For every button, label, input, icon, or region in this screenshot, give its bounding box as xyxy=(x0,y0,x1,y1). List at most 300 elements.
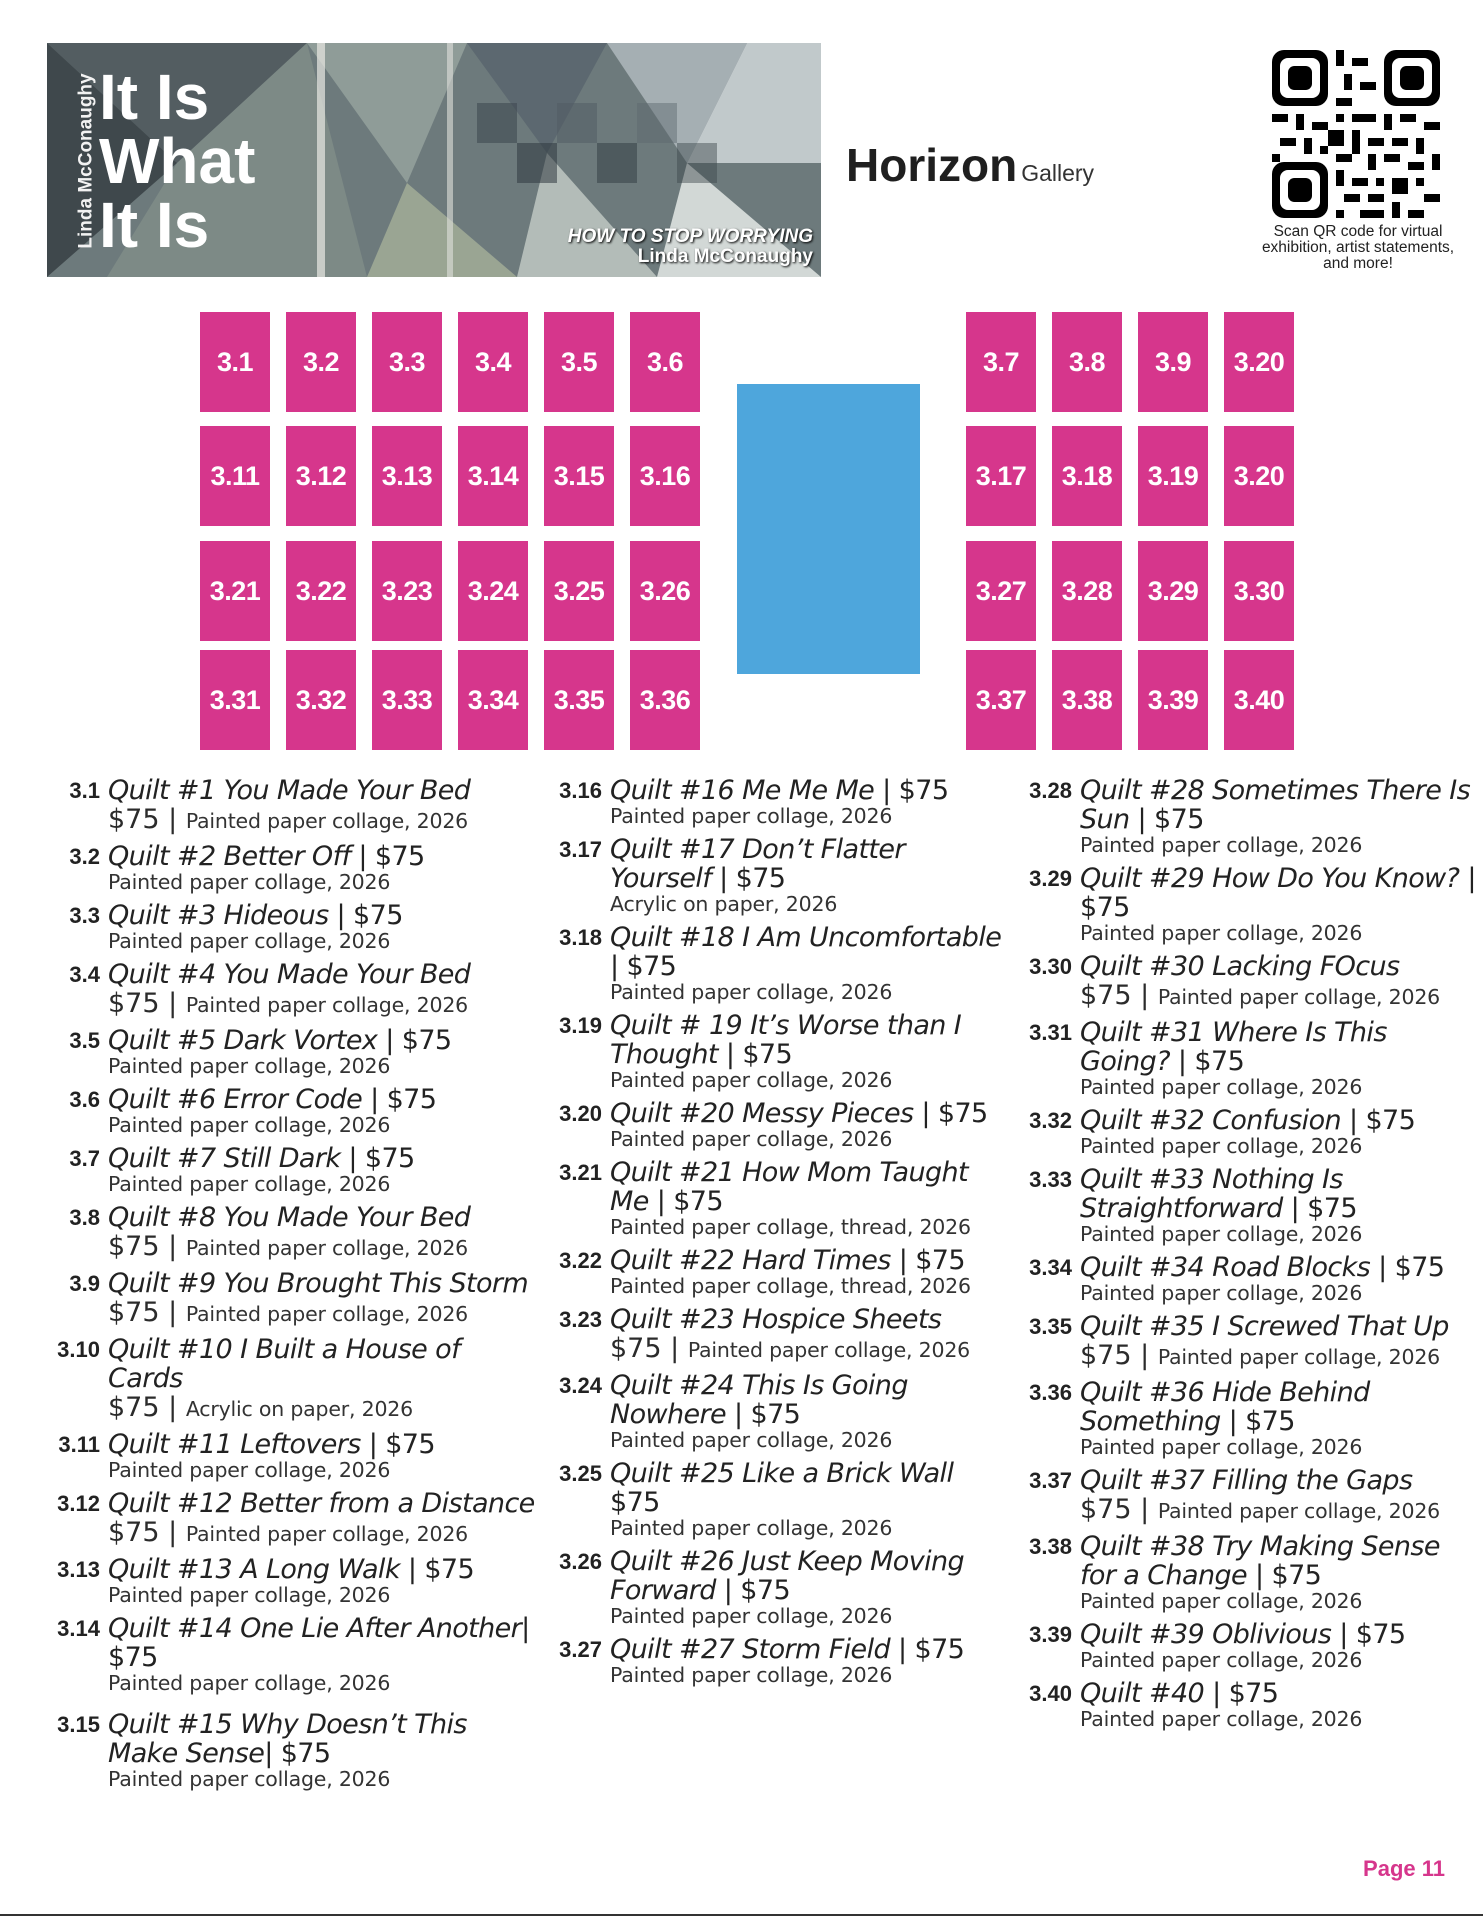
artwork-number: 3.11 xyxy=(58,1432,100,1457)
artwork-title-text: Quilt #36 Hide Behind Something xyxy=(1080,1377,1370,1437)
booth-right-3-0[interactable]: 3.37 xyxy=(966,650,1036,750)
artwork-price: $75 xyxy=(1194,1046,1245,1077)
artwork-title-text: Quilt #9 You Brought This Storm xyxy=(108,1268,529,1299)
booth-left-0-3[interactable]: 3.4 xyxy=(458,312,528,412)
artwork-price: $75 xyxy=(108,1231,160,1262)
artwork-entry xyxy=(46,1269,536,1327)
artwork-number: 3.5 xyxy=(69,1028,100,1053)
artwork-medium: Acrylic on paper, 2026 xyxy=(610,892,838,916)
artwork-title-text: Quilt #31 Where Is This Going? xyxy=(1080,1017,1387,1077)
artwork-price-medium-line: $75 | Painted paper collage, 2026 xyxy=(108,988,469,1019)
artwork-number: 3.9 xyxy=(69,1271,100,1296)
artwork-title: Quilt #29 How Do You Know? | $75 xyxy=(1080,863,1476,923)
artwork-details xyxy=(108,960,536,1018)
artwork-title-text: Quilt #37 Filling the Gaps xyxy=(1080,1465,1413,1496)
artwork-title-text: Quilt #29 How Do You Know? xyxy=(1080,863,1460,894)
booth-left-0-0[interactable]: 3.1 xyxy=(200,312,270,412)
artwork-medium: Painted paper collage, thread, 2026 xyxy=(610,1274,971,1298)
artwork-title-text: Quilt #34 Road Blocks xyxy=(1080,1252,1371,1283)
artwork-title-text: Quilt #25 Like a Brick Wall xyxy=(610,1458,954,1489)
artwork-entry xyxy=(1018,1466,1478,1524)
booth-left-3-3[interactable]: 3.34 xyxy=(458,650,528,750)
artwork-price: $75 xyxy=(742,1039,793,1070)
booth-left-0-1[interactable]: 3.2 xyxy=(286,312,356,412)
page-number: Page 11 xyxy=(1363,1856,1445,1881)
booth-left-2-4[interactable]: 3.25 xyxy=(544,541,614,641)
artwork-medium: Painted paper collage, 2026 xyxy=(610,1663,893,1687)
artwork-title: Quilt #3 Hideous | $75 xyxy=(108,900,403,931)
booth-right-3-3[interactable]: 3.40 xyxy=(1224,650,1294,750)
booth-right-2-1[interactable]: 3.28 xyxy=(1052,541,1122,641)
artwork-title-text: Quilt #32 Confusion xyxy=(1080,1105,1341,1136)
artwork-details xyxy=(1080,1532,1478,1612)
artwork-medium: Painted paper collage, 2026 xyxy=(687,1338,971,1362)
artwork-number: 3.13 xyxy=(57,1557,100,1582)
artwork-title: Quilt #20 Messy Pieces | $75 xyxy=(610,1098,988,1129)
artwork-number: 3.2 xyxy=(69,844,100,869)
artwork-number: 3.15 xyxy=(57,1712,100,1737)
exhibition-banner xyxy=(47,43,821,277)
artwork-medium: Painted paper collage, 2026 xyxy=(1157,985,1441,1009)
artwork-title-text: Quilt #5 Dark Vortex xyxy=(108,1025,378,1056)
artwork-medium: Painted paper collage, 2026 xyxy=(1080,1707,1363,1731)
artwork-number: 3.6 xyxy=(69,1087,100,1112)
artwork-entry xyxy=(548,776,1008,827)
booth-right-3-2[interactable]: 3.39 xyxy=(1138,650,1208,750)
artwork-price: $75 xyxy=(374,841,425,872)
artwork-price-medium-line: $75 | Painted paper collage, 2026 xyxy=(108,804,469,835)
artwork-medium: Painted paper collage, 2026 xyxy=(108,870,391,894)
artwork-medium: Painted paper collage, thread, 2026 xyxy=(610,1215,971,1239)
artwork-details xyxy=(1080,864,1478,944)
artwork-list-column-1 xyxy=(46,776,536,1790)
artwork-medium: Painted paper collage, 2026 xyxy=(610,1428,893,1452)
artwork-title-text: Quilt #18 I Am Uncomfortable xyxy=(610,922,1002,953)
booth-left-3-4[interactable]: 3.35 xyxy=(544,650,614,750)
booth-left-3-2[interactable]: 3.33 xyxy=(372,650,442,750)
artwork-title: Quilt #7 Still Dark | $75 xyxy=(108,1143,415,1174)
artwork-entry xyxy=(1018,1018,1478,1098)
artwork-entry xyxy=(548,1547,1008,1627)
artwork-title-text: Quilt #22 Hard Times xyxy=(610,1245,891,1276)
artwork-title-text: Quilt #24 This Is Going Nowhere xyxy=(610,1370,908,1430)
artwork-title-text: Quilt #38 Try Making Sense for a Change xyxy=(1080,1531,1440,1591)
artwork-title-text: Quilt #7 Still Dark xyxy=(108,1143,341,1174)
artwork-title-text: Quilt #33 Nothing Is Straightforward xyxy=(1080,1164,1343,1224)
artwork-details xyxy=(1080,1679,1478,1730)
artwork-price-medium-line: $75 | Painted paper collage, 2026 xyxy=(108,1231,469,1262)
artwork-title-text: Quilt #4 You Made Your Bed xyxy=(108,959,471,990)
artwork-price-medium-line: $75 | Painted paper collage, 2026 xyxy=(108,1517,469,1548)
artwork-number: 3.32 xyxy=(1029,1108,1072,1133)
artwork-entry xyxy=(46,1026,536,1077)
booth-left-1-4[interactable]: 3.15 xyxy=(544,426,614,526)
artwork-price: $75 xyxy=(1355,1619,1406,1650)
artwork-number: 3.28 xyxy=(1029,778,1072,803)
artwork-title-text: Quilt #3 Hideous xyxy=(108,900,329,931)
artwork-title-text: Quilt #10 I Built a House of Cards xyxy=(108,1334,460,1394)
artwork-title: Quilt #14 One Lie After Another| $75 xyxy=(108,1613,530,1673)
artwork-details xyxy=(108,1144,536,1195)
artwork-title: Quilt #31 Where Is This Going? | $75 xyxy=(1080,1017,1387,1077)
artwork-title-text: Quilt #40 xyxy=(1080,1678,1205,1709)
booth-right-0-2[interactable]: 3.9 xyxy=(1138,312,1208,412)
artwork-price: $75 xyxy=(735,863,786,894)
artwork-medium: Painted paper collage, 2026 xyxy=(108,929,391,953)
artwork-title: Quilt #17 Don’t Flatter Yourself | $75 xyxy=(610,834,905,894)
booth-left-1-0[interactable]: 3.11 xyxy=(200,426,270,526)
artwork-price: $75 xyxy=(108,804,160,835)
artwork-number: 3.22 xyxy=(559,1248,602,1273)
artwork-number: 3.19 xyxy=(559,1013,602,1038)
artwork-title-text: Quilt # 19 It’s Worse than I Thought xyxy=(610,1010,962,1070)
artwork-title: Quilt #40 | $75 xyxy=(1080,1678,1279,1709)
artwork-title: Quilt #21 How Mom Taught Me | $75 xyxy=(610,1157,969,1217)
booth-right-1-0[interactable]: 3.17 xyxy=(966,426,1036,526)
artwork-details xyxy=(108,1489,536,1547)
artwork-title-text: Quilt #1 You Made Your Bed xyxy=(108,775,471,806)
booth-right-0-1[interactable]: 3.8 xyxy=(1052,312,1122,412)
booth-right-2-0[interactable]: 3.27 xyxy=(966,541,1036,641)
artwork-medium: Painted paper collage, 2026 xyxy=(1080,1134,1363,1158)
artwork-number: 3.27 xyxy=(559,1637,602,1662)
artwork-medium: Painted paper collage, 2026 xyxy=(1080,1589,1363,1613)
artwork-entry xyxy=(46,1555,536,1606)
artwork-details xyxy=(108,776,536,834)
gallery-word: Gallery xyxy=(1021,160,1095,186)
artwork-title: Quilt #16 Me Me Me | $75 xyxy=(610,775,949,806)
artwork-medium: Acrylic on paper, 2026 xyxy=(185,1397,413,1421)
banner-subtitle: HOW TO STOP WORRYING Linda McConaughy xyxy=(567,226,813,267)
artwork-list-column-3 xyxy=(1018,776,1478,1730)
artwork-title-text: Quilt #35 I Screwed That Up xyxy=(1080,1311,1449,1342)
artwork-number: 3.8 xyxy=(69,1205,100,1230)
artwork-entry xyxy=(1018,776,1478,856)
booth-left-2-3[interactable]: 3.24 xyxy=(458,541,528,641)
qr-caption: Scan QR code for virtual exhibition, artist statements, and more! xyxy=(1261,223,1455,272)
artwork-details xyxy=(108,1026,536,1077)
artwork-details xyxy=(610,923,1008,1003)
artwork-details xyxy=(1080,1165,1478,1245)
artwork-price: $75 xyxy=(280,1738,331,1769)
artwork-details xyxy=(108,1614,536,1694)
booth-left-3-0[interactable]: 3.31 xyxy=(200,650,270,750)
artwork-price: $75 xyxy=(673,1186,723,1217)
artwork-price-medium-line: $75 | Painted paper collage, 2026 xyxy=(1080,1340,1441,1371)
artwork-medium: Painted paper collage, 2026 xyxy=(610,980,893,1004)
artwork-medium: Painted paper collage, 2026 xyxy=(1157,1345,1441,1369)
artwork-number: 3.25 xyxy=(559,1461,602,1486)
artwork-medium: Painted paper collage, 2026 xyxy=(610,1516,893,1540)
artwork-title-text: Quilt #26 Just Keep Moving Forward xyxy=(610,1546,965,1606)
artwork-title xyxy=(108,1269,536,1298)
artwork-medium: Painted paper collage, 2026 xyxy=(1080,921,1363,945)
artwork-price-medium-line: $75 | Painted paper collage, 2026 xyxy=(610,1333,971,1364)
artwork-details xyxy=(610,1158,1008,1238)
artwork-medium: Painted paper collage, 2026 xyxy=(185,1522,469,1546)
artwork-details xyxy=(108,1085,536,1136)
artwork-title: Quilt #33 Nothing Is Straightforward | $75 xyxy=(1080,1164,1357,1224)
artwork-number: 3.36 xyxy=(1029,1380,1072,1405)
artwork-price: $75 xyxy=(1228,1678,1279,1709)
artwork-medium: Painted paper collage, 2026 xyxy=(610,1604,893,1628)
artwork-medium: Painted paper collage, 2026 xyxy=(1080,1222,1363,1246)
artwork-entry xyxy=(548,1635,1008,1686)
artwork-number: 3.30 xyxy=(1029,954,1072,979)
artwork-title: Quilt #32 Confusion | $75 xyxy=(1080,1105,1416,1136)
artwork-title-text: Quilt #17 Don’t Flatter Yourself xyxy=(610,834,905,894)
bottom-divider xyxy=(0,1914,1483,1916)
artwork-price: $75 xyxy=(1271,1560,1322,1591)
artwork-title xyxy=(108,960,536,989)
artwork-medium: Painted paper collage, 2026 xyxy=(1080,1648,1363,1672)
booth-left-3-5[interactable]: 3.36 xyxy=(630,650,700,750)
artwork-medium: Painted paper collage, 2026 xyxy=(1080,1281,1363,1305)
artwork-price: $75 xyxy=(626,951,677,982)
artwork-number: 3.23 xyxy=(559,1307,602,1332)
artwork-details xyxy=(1080,1378,1478,1458)
artwork-title xyxy=(108,776,536,805)
artwork-price-medium-line: $75 | Painted paper collage, 2026 xyxy=(108,1297,469,1328)
artwork-entry xyxy=(548,1158,1008,1238)
artwork-details xyxy=(1080,1466,1478,1524)
artwork-entry xyxy=(1018,1253,1478,1304)
booth-right-1-3[interactable]: 3.20 xyxy=(1224,426,1294,526)
artwork-details xyxy=(108,1430,536,1481)
booth-right-2-3[interactable]: 3.30 xyxy=(1224,541,1294,641)
artwork-title: Quilt #6 Error Code | $75 xyxy=(108,1084,437,1115)
artwork-entry xyxy=(1018,1165,1478,1245)
artwork-title: Quilt #13 A Long Walk | $75 xyxy=(108,1554,475,1585)
artwork-number: 3.7 xyxy=(69,1146,100,1171)
artwork-title-text: Quilt #2 Better Off xyxy=(108,841,351,872)
booth-right-0-3[interactable]: 3.20 xyxy=(1224,312,1294,412)
artwork-details xyxy=(610,776,1008,827)
artwork-entry xyxy=(46,960,536,1018)
booth-right-1-1[interactable]: 3.18 xyxy=(1052,426,1122,526)
artwork-medium: Painted paper collage, 2026 xyxy=(108,1767,391,1791)
artwork-title: Quilt #39 Oblivious | $75 xyxy=(1080,1619,1406,1650)
artwork-title-text: Quilt #15 Why Doesn’t This Make Sense xyxy=(108,1709,467,1769)
artwork-number: 3.33 xyxy=(1029,1167,1072,1192)
artwork-price: $75 xyxy=(915,1245,965,1276)
artwork-details xyxy=(108,1269,536,1327)
artwork-title: Quilt #26 Just Keep Moving Forward | $75 xyxy=(610,1546,965,1606)
artwork-medium: Painted paper collage, 2026 xyxy=(610,804,893,828)
artwork-number: 3.17 xyxy=(559,837,602,862)
artwork-entry xyxy=(46,901,536,952)
booth-left-2-0[interactable]: 3.21 xyxy=(200,541,270,641)
artwork-details xyxy=(1080,952,1478,1010)
artwork-entry xyxy=(46,776,536,834)
artwork-title: Quilt #22 Hard Times | $75 xyxy=(610,1245,965,1276)
artwork-details xyxy=(108,1555,536,1606)
artwork-entry xyxy=(548,923,1008,1003)
artwork-title: Quilt #2 Better Off | $75 xyxy=(108,841,425,872)
artwork-number: 3.10 xyxy=(57,1337,100,1362)
artwork-title: Quilt #18 I Am Uncomfortable | $75 xyxy=(610,922,1002,982)
artwork-price: $75 xyxy=(353,900,403,931)
artwork-price: $75 xyxy=(108,1642,158,1673)
gallery-name: Horizon xyxy=(846,139,1018,191)
artwork-details xyxy=(610,1371,1008,1451)
artwork-details xyxy=(108,901,536,952)
artwork-price: $75 xyxy=(364,1143,415,1174)
booth-left-0-4[interactable]: 3.5 xyxy=(544,312,614,412)
artwork-details xyxy=(1080,1253,1478,1304)
artwork-title-text: Quilt #27 Storm Field xyxy=(610,1634,891,1665)
artwork-number: 3.40 xyxy=(1029,1681,1072,1706)
artwork-entry xyxy=(1018,1532,1478,1612)
artwork-medium: Painted paper collage, 2026 xyxy=(1080,1075,1363,1099)
artwork-details xyxy=(610,1305,1008,1363)
booth-left-1-3[interactable]: 3.14 xyxy=(458,426,528,526)
artwork-medium: Painted paper collage, 2026 xyxy=(1080,833,1363,857)
artwork-details xyxy=(610,1011,1008,1091)
booth-left-1-1[interactable]: 3.12 xyxy=(286,426,356,526)
artwork-details xyxy=(108,1335,536,1422)
artwork-title-text: Quilt #23 Hospice Sheets xyxy=(610,1304,942,1335)
artwork-entry xyxy=(548,1371,1008,1451)
artwork-price: $75 xyxy=(937,1098,988,1129)
artwork-number: 3.1 xyxy=(69,778,100,803)
artwork-price: $75 xyxy=(898,775,949,806)
artwork-title xyxy=(108,1335,536,1393)
artwork-number: 3.18 xyxy=(559,925,602,950)
artwork-price: $75 xyxy=(750,1399,801,1430)
artwork-details xyxy=(610,1246,1008,1297)
booth-left-2-5[interactable]: 3.26 xyxy=(630,541,700,641)
artwork-price: $75 xyxy=(108,1517,160,1548)
artwork-price: $75 xyxy=(1080,980,1132,1011)
artwork-title: Quilt #38 Try Making Sense for a Change | $75 xyxy=(1080,1531,1440,1591)
artwork-medium: Painted paper collage, 2026 xyxy=(108,1054,391,1078)
artwork-title xyxy=(1080,1466,1478,1495)
artwork-entry xyxy=(46,842,536,893)
artwork-title xyxy=(610,1305,1008,1334)
artwork-price-medium-line: $75 | Acrylic on paper, 2026 xyxy=(108,1392,413,1423)
artwork-medium: Painted paper collage, 2026 xyxy=(1080,1435,1363,1459)
artwork-medium: Painted paper collage, 2026 xyxy=(108,1113,391,1137)
artwork-details xyxy=(108,842,536,893)
booth-left-2-1[interactable]: 3.22 xyxy=(286,541,356,641)
booth-right-3-1[interactable]: 3.38 xyxy=(1052,650,1122,750)
artwork-title-text: Quilt #13 A Long Walk xyxy=(108,1554,400,1585)
banner-artist-vertical: Linda McConaughy xyxy=(76,73,98,249)
artwork-price: $75 xyxy=(1080,1340,1132,1371)
artwork-details xyxy=(610,835,1008,915)
artwork-medium: Painted paper collage, 2026 xyxy=(185,1236,469,1260)
artwork-price: $75 xyxy=(740,1575,791,1606)
artwork-number: 3.4 xyxy=(69,962,100,987)
artwork-entry xyxy=(46,1203,536,1261)
artwork-title: Quilt #5 Dark Vortex | $75 xyxy=(108,1025,452,1056)
artwork-title xyxy=(108,1203,536,1232)
artwork-medium: Painted paper collage, 2026 xyxy=(610,1127,893,1151)
artwork-price: $75 xyxy=(108,1297,160,1328)
artwork-number: 3.38 xyxy=(1029,1534,1072,1559)
artwork-title xyxy=(1080,1312,1478,1341)
artwork-entry xyxy=(1018,1106,1478,1157)
booth-left-1-2[interactable]: 3.13 xyxy=(372,426,442,526)
artwork-number: 3.34 xyxy=(1029,1255,1072,1280)
artwork-title-text: Quilt #20 Messy Pieces xyxy=(610,1098,914,1129)
artwork-details xyxy=(1080,1106,1478,1157)
artwork-entry xyxy=(1018,1378,1478,1458)
artwork-title-text: Quilt #8 You Made Your Bed xyxy=(108,1202,471,1233)
artwork-number: 3.35 xyxy=(1029,1314,1072,1339)
booth-left-0-2[interactable]: 3.3 xyxy=(372,312,442,412)
artwork-title-text: Quilt #39 Oblivious xyxy=(1080,1619,1332,1650)
artwork-entry xyxy=(1018,864,1478,944)
artwork-medium: Painted paper collage, 2026 xyxy=(108,1458,391,1482)
artwork-details xyxy=(1080,1620,1478,1671)
artwork-number: 3.26 xyxy=(559,1549,602,1574)
booth-left-0-5[interactable]: 3.6 xyxy=(630,312,700,412)
booth-left-3-1[interactable]: 3.32 xyxy=(286,650,356,750)
artwork-price-medium-line: $75 | Painted paper collage, 2026 xyxy=(1080,980,1441,1011)
booth-left-1-5[interactable]: 3.16 xyxy=(630,426,700,526)
artwork-title: Quilt #15 Why Doesn’t This Make Sense| $75 xyxy=(108,1709,467,1769)
artwork-title-text: Quilt #28 Sometimes There Is Sun xyxy=(1080,775,1471,835)
artwork-details xyxy=(610,1099,1008,1150)
artwork-price: $75 xyxy=(108,988,160,1019)
artwork-number: 3.16 xyxy=(559,778,602,803)
artwork-title-text: Quilt #6 Error Code xyxy=(108,1084,363,1115)
artwork-entry xyxy=(548,1459,1008,1539)
artwork-price: $75 xyxy=(108,1392,160,1423)
booth-right-0-0[interactable]: 3.7 xyxy=(966,312,1036,412)
artwork-title xyxy=(1080,952,1478,981)
artwork-entry xyxy=(46,1430,536,1481)
artwork-title xyxy=(610,1459,1008,1517)
artwork-number: 3.31 xyxy=(1029,1020,1072,1045)
artwork-details xyxy=(610,1459,1008,1539)
artwork-medium: Painted paper collage, 2026 xyxy=(108,1583,391,1607)
artwork-entry xyxy=(1018,952,1478,1010)
artwork-medium: Painted paper collage, 2026 xyxy=(108,1671,391,1695)
artwork-price: $75 xyxy=(610,1333,662,1364)
booth-right-2-2[interactable]: 3.29 xyxy=(1138,541,1208,641)
artwork-list-column-2 xyxy=(548,776,1008,1686)
artwork-price: $75 xyxy=(386,1084,437,1115)
artwork-entry xyxy=(46,1085,536,1136)
artwork-details xyxy=(610,1547,1008,1627)
artwork-entry xyxy=(548,1246,1008,1297)
artwork-price-medium-line: $75 | Painted paper collage, 2026 xyxy=(1080,1494,1441,1525)
artwork-number: 3.3 xyxy=(69,903,100,928)
artwork-entry xyxy=(548,1011,1008,1091)
booth-left-2-2[interactable]: 3.23 xyxy=(372,541,442,641)
artwork-price: $75 xyxy=(1080,1494,1132,1525)
artwork-title: Quilt #36 Hide Behind Something | $75 xyxy=(1080,1377,1370,1437)
artwork-price: $75 xyxy=(1154,804,1204,835)
artwork-number: 3.29 xyxy=(1029,866,1072,891)
artwork-entry xyxy=(1018,1679,1478,1730)
artwork-entry xyxy=(46,1710,536,1790)
artwork-title: Quilt #11 Leftovers | $75 xyxy=(108,1429,435,1460)
artwork-title-text: Quilt #12 Better from a Distance xyxy=(108,1488,535,1519)
artwork-details xyxy=(1080,1312,1478,1370)
qr-code-icon[interactable] xyxy=(1272,50,1440,218)
artwork-price: $75 xyxy=(1365,1105,1416,1136)
artwork-details xyxy=(108,1203,536,1261)
artwork-title-text: Quilt #11 Leftovers xyxy=(108,1429,361,1460)
artwork-entry xyxy=(548,1305,1008,1363)
artwork-title-text: Quilt #30 Lacking FOcus xyxy=(1080,951,1400,982)
artwork-details xyxy=(1080,1018,1478,1098)
booth-right-1-2[interactable]: 3.19 xyxy=(1138,426,1208,526)
